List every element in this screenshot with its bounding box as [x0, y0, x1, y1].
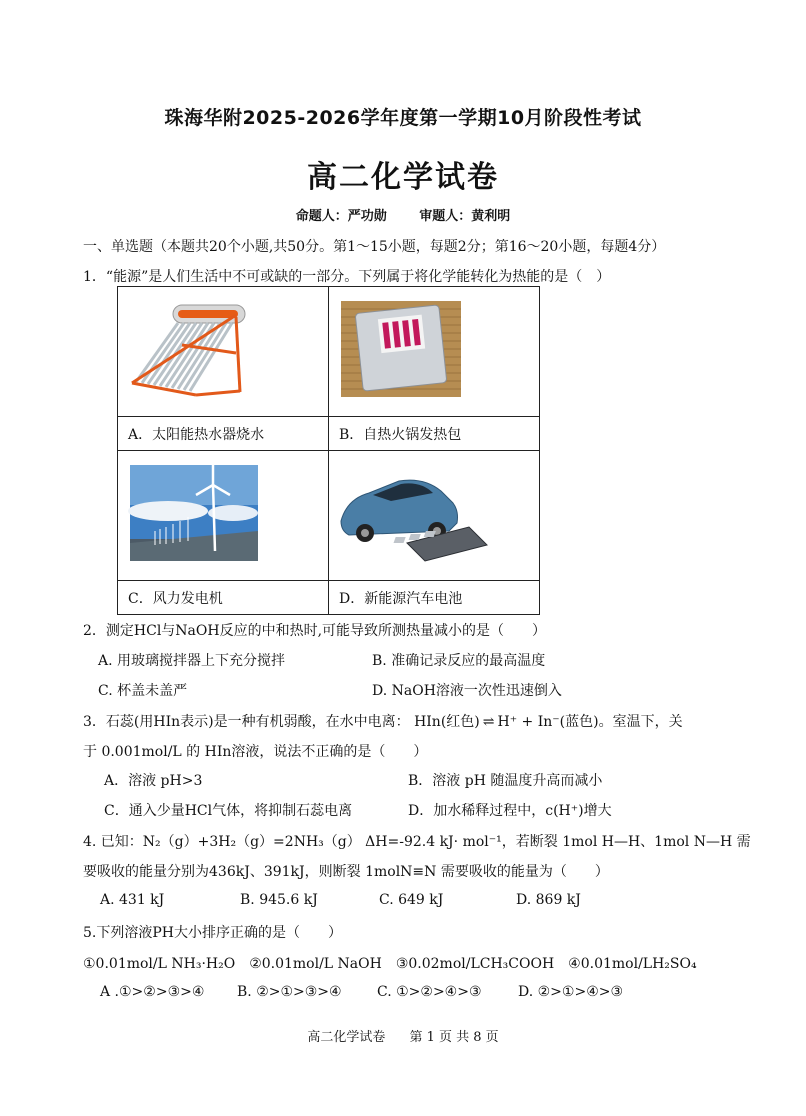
q4-option-b: B. 945.6 kJ: [240, 892, 318, 908]
q1-option-b: B．自热火锅发热包: [329, 417, 540, 451]
q5-option-b: B. ②>①>③>④: [237, 984, 342, 1000]
eq-right: H⁺ + In⁻(蓝色): [497, 714, 599, 730]
paper-title: 高二化学试卷: [307, 160, 499, 195]
hin-formula-2: HIn: [204, 744, 232, 760]
q4-stem-line2: 要吸收的能量分别为436kJ、391kJ，则断裂 1molN≡N 需要吸收的能量为（ ）: [83, 864, 609, 880]
wind-turbine-image: [118, 451, 328, 576]
q3-option-a: A．溶液 pH>3: [104, 773, 203, 789]
author: 命题人：严功勋: [295, 209, 387, 224]
q1-option-c: C．风力发电机: [118, 581, 329, 615]
page-number: 第 1 页 共 8 页: [409, 1030, 499, 1045]
q1-image-c-cell: [118, 451, 329, 581]
q1-image-a-cell: [118, 287, 329, 417]
q1-options-table: [117, 286, 540, 615]
q1-option-d: D．新能源汽车电池: [329, 581, 540, 615]
q4-option-c: C. 649 kJ: [379, 892, 444, 908]
q2-option-b: B. 准确记录反应的最高温度: [372, 653, 546, 669]
school-exam-title: 珠海华附2025-2026学年度第一学期10月阶段性考试: [164, 107, 642, 129]
q5-items: ①0.01mol/L NH₃·H₂O ②0.01mol/L NaOH ③0.02mol/LCH₃COOH ④0.01mol/LH₂SO₄: [83, 956, 697, 972]
q3-option-c: C．通入少量HCl气体，将抑制石蕊电离: [104, 803, 353, 819]
q3-stem-line1: 3．石蕊(用HIn表示)是一种有机弱酸，在水中电离： HIn(红色) ⇌ H⁺ + In⁻(蓝色)。室温下，关: [83, 714, 683, 730]
q2-option-d: D. NaOH溶液一次性迅速倒入: [372, 683, 562, 699]
q3-stem-line2: 于 0.001mol/L 的 HIn溶液，说法不正确的是（ ）: [83, 744, 428, 760]
authors-line: [0, 205, 806, 224]
q5-option-d: D. ②>①>④>③: [518, 984, 624, 1000]
q5-option-c: C. ①>②>④>③: [377, 984, 482, 1000]
equilibrium-arrow-icon: ⇌: [482, 714, 495, 730]
reviewer: 审题人：黄利明: [419, 209, 511, 224]
page-footer: [0, 1026, 806, 1045]
q1-option-a: A．太阳能热水器烧水: [118, 417, 329, 451]
q4-option-d: D. 869 kJ: [516, 892, 581, 908]
solar-water-heater-image: [118, 287, 328, 412]
footer-title: 高二化学试卷: [307, 1030, 386, 1045]
q3-option-b: B．溶液 pH 随温度升高而减小: [408, 773, 603, 789]
q2-option-c: C. 杯盖未盖严: [98, 683, 188, 699]
q4-option-a: A. 431 kJ: [100, 892, 165, 908]
eq-left: HIn(红色): [414, 714, 480, 730]
q2-stem: 2．测定HCl与NaOH反应的中和热时,可能导致所测热量减小的是（ ）: [83, 623, 547, 639]
section-heading: 一、单选题（本题共20个小题,共50分。第1～15小题，每题2分；第16～20小题，每题4分）: [83, 239, 666, 255]
q5-option-a: A .①>②>③>④: [100, 984, 205, 1000]
heating-pack-image: [329, 287, 539, 412]
q4-stem-line1: 4. 已知：N₂（g）+3H₂（g）=2NH₃（g） ΔH=-92.4 kJ· mol⁻¹，若断裂 1mol H—H、1mol N—H 需: [83, 834, 751, 850]
hin-formula: HIn: [153, 714, 181, 730]
q1-image-d-cell: [329, 451, 540, 581]
q1-stem: 1．“能源”是人们生活中不可或缺的一部分。下列属于将化学能转化为热能的是（ ）: [83, 269, 611, 285]
q1-image-b-cell: [329, 287, 540, 417]
q2-option-a: A. 用玻璃搅拌器上下充分搅拌: [98, 653, 286, 669]
q3-option-d: D．加水稀释过程中，c(H⁺)增大: [408, 803, 612, 819]
q5-stem: 5.下列溶液PH大小排序正确的是（ ）: [83, 925, 342, 941]
electric-car-battery-image: [329, 451, 539, 576]
